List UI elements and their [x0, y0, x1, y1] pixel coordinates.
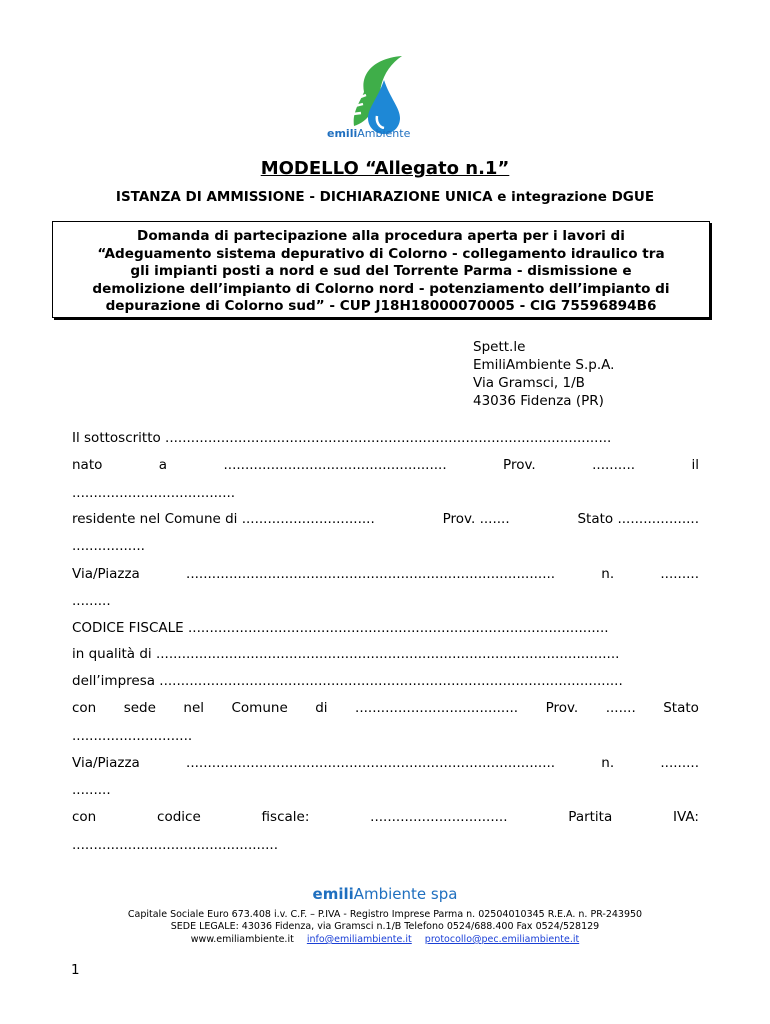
addressee-line: 43036 Fidenza (PR)	[473, 393, 604, 409]
label-a: a	[158, 457, 168, 473]
dots: ..........	[592, 457, 636, 473]
dots: ................................	[370, 809, 508, 825]
word: nel	[183, 700, 205, 716]
field-qualita[interactable]: in qualità di ............................................................................................................	[72, 646, 620, 662]
word: codice	[157, 809, 201, 825]
word: Partita	[568, 809, 613, 825]
label-prov: Prov. .......	[442, 511, 510, 527]
footer-contacts	[0, 934, 770, 945]
field-cf-iva[interactable]	[72, 809, 699, 825]
label-stato: Stato ...................	[577, 511, 699, 527]
field-via-piazza[interactable]	[72, 566, 699, 582]
footer-pec-link[interactable]: protocollo@pec.emiliambiente.it	[424, 934, 580, 945]
field-cf-iva-cont[interactable]: ................................................	[72, 837, 278, 853]
label-n: n.	[601, 755, 615, 771]
dots: .........	[660, 566, 699, 582]
field-sede-cont[interactable]: ............................	[72, 728, 193, 744]
addressee-block	[473, 338, 614, 410]
label-stato: Stato	[663, 700, 699, 716]
field-via-piazza-sede[interactable]	[72, 755, 699, 771]
footer-email-link[interactable]: info@emiliambiente.it	[306, 934, 412, 945]
logo-wordmark: emiliAmbiente	[327, 127, 411, 140]
footer-website[interactable]: www.emiliambiente.it	[190, 934, 294, 945]
field-residente[interactable]	[72, 511, 699, 527]
box-line: “Adeguamento sistema depurativo di Colorno - collegamento idraulico tra	[97, 245, 665, 262]
dots: .......	[605, 700, 636, 716]
word: con	[72, 700, 97, 716]
field-impresa[interactable]: dell’impresa ............................................................................................................	[72, 673, 623, 689]
addressee-line: EmiliAmbiente S.p.A.	[473, 357, 615, 373]
field-sottoscritto[interactable]: Il sottoscritto ........................................................................................................	[72, 430, 612, 446]
tender-description-box	[52, 221, 710, 318]
box-line: Domanda di partecipazione alla procedura aperta per i lavori di	[137, 228, 625, 244]
dots: ......................................	[355, 700, 519, 716]
dots: ......................................................................................	[186, 755, 556, 771]
field-via-cont[interactable]: .........	[72, 593, 111, 609]
field-codice-fiscale[interactable]: CODICE FISCALE ..................................................................................................	[72, 620, 609, 636]
label-residente: residente nel Comune di ...............................	[72, 511, 375, 527]
label-via: Via/Piazza	[72, 755, 140, 771]
label-via: Via/Piazza	[72, 566, 140, 582]
field-nato-cont[interactable]: ......................................	[72, 485, 236, 501]
box-line: depurazione di Colorno sud” - CUP J18H18000070005 - CIG 75596894B6	[105, 298, 657, 315]
dots: ......................................................................................	[186, 566, 556, 582]
word: di	[315, 700, 328, 716]
label-n: n.	[601, 566, 615, 582]
field-via-sede-cont[interactable]: .........	[72, 782, 111, 798]
addressee-line: Spett.le	[473, 339, 526, 355]
dots: ....................................................	[223, 457, 447, 473]
label-il: il	[691, 457, 699, 473]
label-prov: Prov.	[503, 457, 536, 473]
label-nato: nato	[72, 457, 103, 473]
document-title: MODELLO “Allegato n.1”	[260, 158, 510, 179]
word: Comune	[231, 700, 288, 716]
box-line: demolizione dell’impianto di Colorno nord - potenziamento dell’impianto di	[92, 280, 670, 297]
label-prov: Prov.	[545, 700, 579, 716]
addressee-line: Via Gramsci, 1/B	[473, 375, 585, 391]
footer-company-info: Capitale Sociale Euro 673.408 i.v. C.F. – P.IVA - Registro Imprese Parma n. 02504010345 R.E.A. n. PR-243950	[127, 909, 643, 920]
document-subtitle: ISTANZA DI AMMISSIONE - DICHIARAZIONE UNICA e integrazione DGUE	[115, 189, 655, 205]
box-line: gli impianti posti a nord e sud del Torrente Parma - dismissione e	[130, 263, 632, 280]
word: IVA:	[673, 809, 699, 825]
dots: .........	[660, 755, 699, 771]
word: con	[72, 809, 97, 825]
word: sede	[123, 700, 156, 716]
word: fiscale:	[261, 809, 310, 825]
page-number: 1	[71, 962, 80, 978]
field-nato[interactable]	[72, 457, 699, 473]
footer-brand: emiliAmbiente spa	[312, 885, 458, 903]
field-residente-cont[interactable]: .................	[72, 538, 145, 554]
footer-address: SEDE LEGALE: 43036 Fidenza, via Gramsci n.1/B Telefono 0524/688.400 Fax 0524/528129	[170, 921, 600, 932]
field-sede[interactable]	[72, 700, 699, 716]
